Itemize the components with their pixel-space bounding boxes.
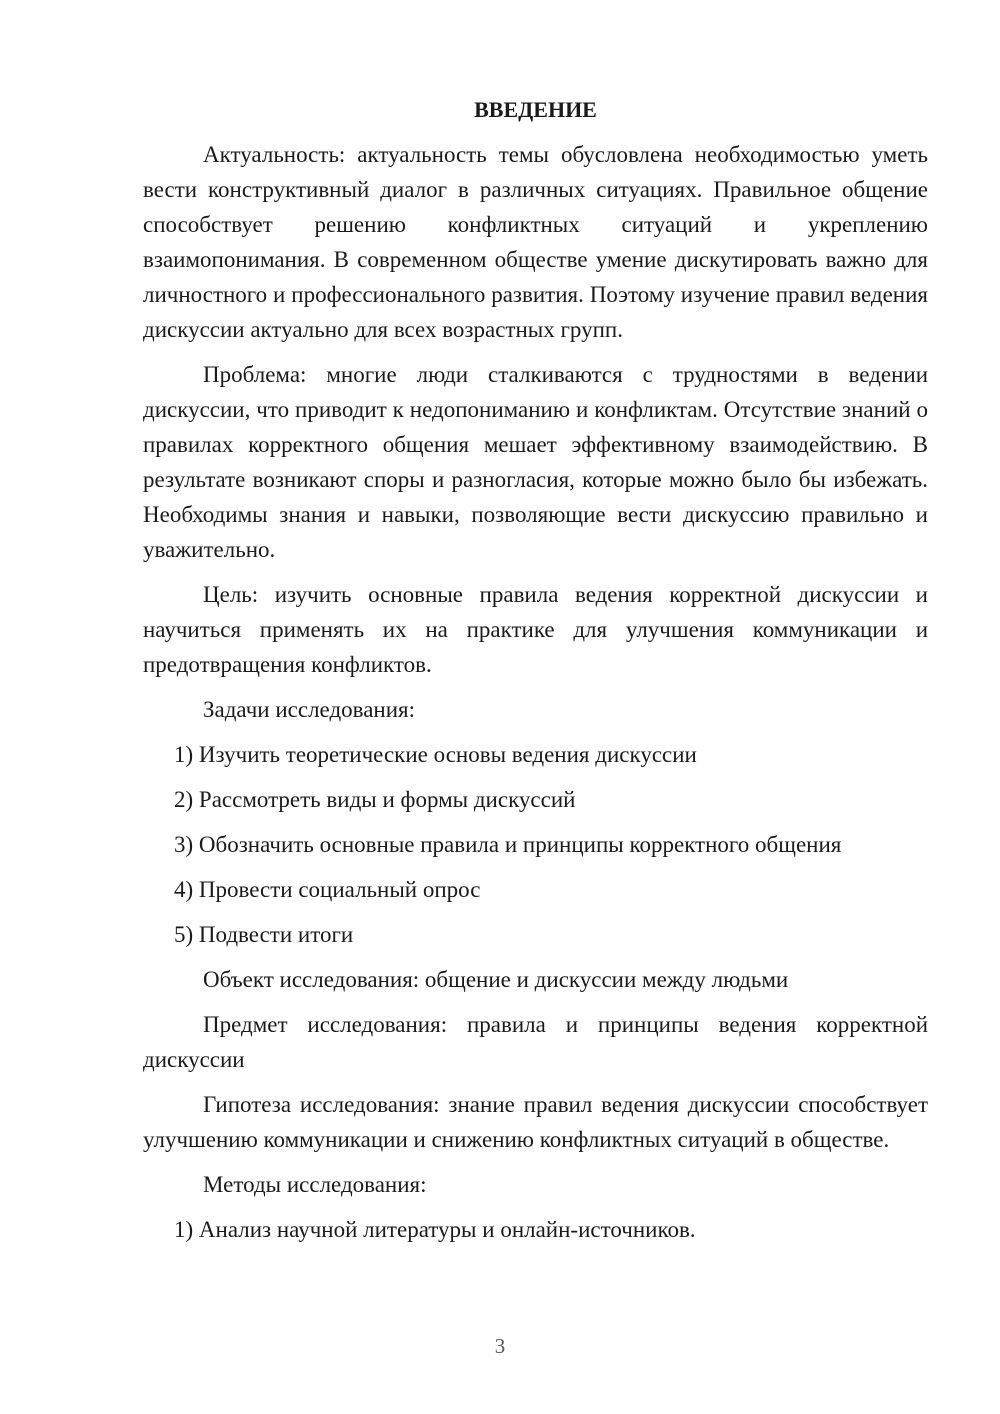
task-item-4: 4) Провести социальный опрос bbox=[174, 877, 481, 902]
task-item-3: 3) Обозначить основные правила и принципы корректного общения bbox=[174, 832, 842, 857]
document-page bbox=[143, 95, 928, 1257]
tasks-heading: Задачи исследования: bbox=[203, 697, 416, 722]
problem-paragraph: Проблема: многие люди сталкиваются с трудностями в ведении дискуссии, что приводит к недопониманию и конфликтам. Отсутствие знаний о правилах корректного общения мешает эффективному взаимодействию. В результате возникают споры и разногласия, которые можно было бы избежать. Необходимы знания и навыки, позволяющие вести дискуссию правильно и уважительно. bbox=[143, 362, 928, 562]
task-item-5: 5) Подвести итоги bbox=[174, 922, 354, 947]
method-item-1: 1) Анализ научной литературы и онлайн-источников. bbox=[174, 1217, 696, 1242]
subject-paragraph: Предмет исследования: правила и принципы ведения корректной дискуссии bbox=[143, 1012, 928, 1072]
section-title: ВВЕДЕНИЕ bbox=[474, 97, 597, 122]
hypothesis-paragraph: Гипотеза исследования: знание правил ведения дискуссии способствует улучшению коммуникации и снижению конфликтных ситуаций в обществе. bbox=[143, 1092, 928, 1152]
object-paragraph: Объект исследования: общение и дискуссии между людьми bbox=[203, 967, 789, 992]
task-item-2: 2) Рассмотреть виды и формы дискуссий bbox=[174, 787, 576, 812]
relevance-paragraph: Актуальность: актуальность темы обусловлена необходимостью уметь вести конструктивный диалог в различных ситуациях. Правильное общение способствует решению конфликтных ситуаций и укреплению взаимопонимания. В современном обществе умение дискутировать важно для личностного и профессионального развития. Поэтому изучение правил ведения дискуссии актуально для всех возрастных групп. bbox=[143, 142, 928, 342]
goal-paragraph: Цель: изучить основные правила ведения корректной дискуссии и научиться применять их на практике для улучшения коммуникации и предотвращения конфликтов. bbox=[143, 582, 928, 677]
page-number: 3 bbox=[494, 1334, 506, 1358]
task-item-1: 1) Изучить теоретические основы ведения дискуссии bbox=[174, 742, 697, 767]
methods-heading: Методы исследования: bbox=[203, 1172, 427, 1197]
